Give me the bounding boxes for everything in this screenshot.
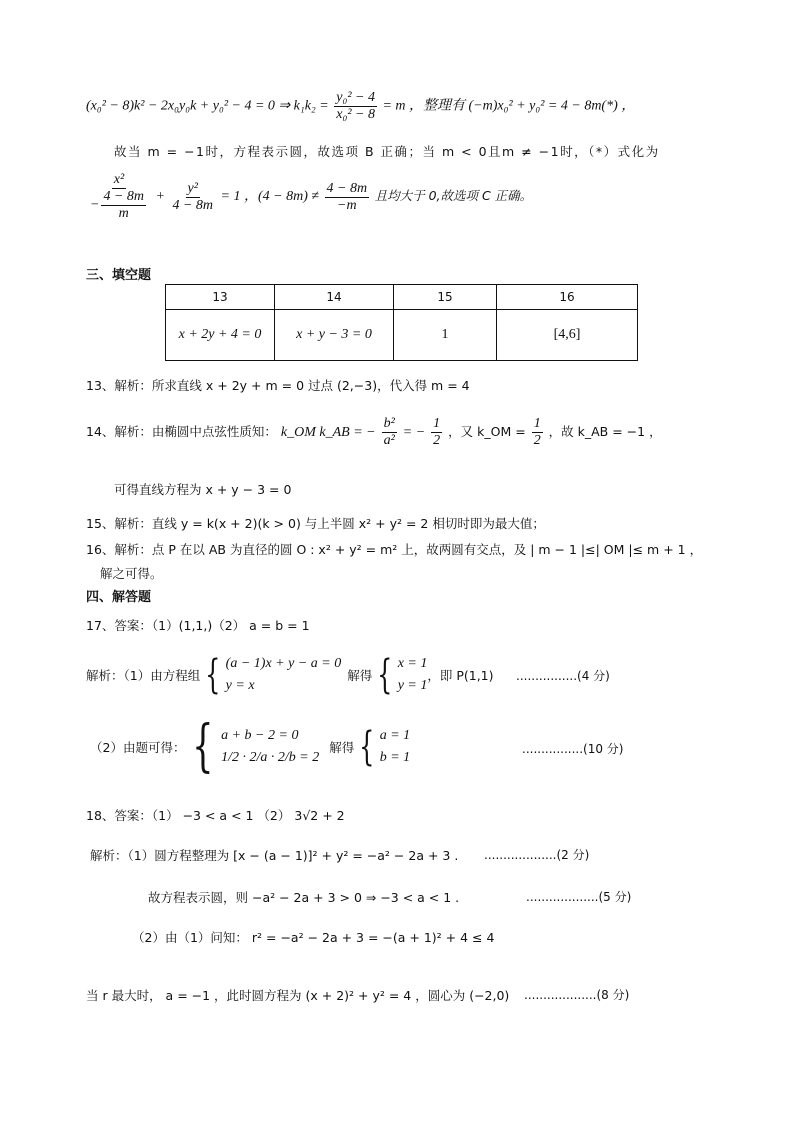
- frac-den: m: [118, 206, 129, 221]
- table-header-cell: 15: [394, 285, 497, 310]
- q18-answer: 18、答案：（1） −3 < a < 1 （2） 3√2 + 2: [86, 808, 345, 823]
- q17-p1-score: ................(4 分): [516, 669, 610, 683]
- top-fraction-1: [334, 90, 377, 123]
- q14-mid: ，又 k_OM =: [448, 424, 526, 439]
- q14-analysis: [86, 416, 662, 449]
- q16-line-2: 解之可得。: [100, 566, 163, 581]
- q14-eq: = −: [402, 425, 426, 440]
- left-brace-icon: {: [192, 714, 214, 779]
- q14-fraction-3: [532, 416, 543, 449]
- solution-system: [398, 653, 428, 697]
- section-3-heading: 三、填空题: [86, 268, 152, 283]
- q14-lead: 14、解析：由椭圆中点弦性质知：: [86, 424, 277, 439]
- q13-analysis: 13、解析：所求直线 x + 2y + m = 0 过点 (2,−3)，代入得 m = 4: [86, 378, 470, 393]
- inner-fraction: [101, 189, 146, 222]
- frac-den: a²: [383, 433, 395, 448]
- equation-system: [226, 653, 342, 697]
- q17-p1-mid: 解得: [347, 668, 373, 683]
- table-cell: x + y − 3 = 0: [275, 310, 394, 361]
- top-line-2: 故当 m = −1时，方程表示圆，故选项 B 正确；当 m < 0且m ≠ −1时，（*）式化为: [114, 144, 660, 159]
- table-row: [166, 310, 638, 361]
- frac-num: 1: [433, 416, 441, 431]
- left-brace-icon: {: [205, 652, 221, 698]
- frac-num: x²: [113, 172, 125, 187]
- top-line1-right: = m ，整理有 (−m)x₀² + y₀² = 4 − 8m(*) ，: [382, 98, 636, 114]
- q16-analysis: 16、解析：点 P 在以 AB 为直径的圆 O : x² + y² = m² 上，故两圆有交点，及 | m − 1 |≤| OM |≤ m + 1 ，: [86, 542, 703, 557]
- top-line1-left: (x₀² − 8)k² − 2x₀y₀k + y₀² − 4 = 0 ⇒ k₁k₂ =: [86, 98, 329, 114]
- q14-k: k_OM k_AB = −: [280, 425, 376, 440]
- table-header-row: [166, 285, 638, 310]
- q18-line-1: 解析：（1）圆方程整理为 [x − (a − 1)]² + y² = −a² − 2a + 3 .: [90, 848, 459, 863]
- frac-den: −m: [337, 197, 357, 213]
- equation: x = 1: [397, 656, 428, 671]
- q18-l1-score: ...................(2 分): [484, 848, 590, 862]
- q14-fraction-2: [431, 416, 442, 449]
- equation: a = 1: [379, 728, 411, 743]
- frac-den: x₀² − 8: [336, 107, 375, 122]
- top-fraction-x2: [88, 172, 150, 222]
- equation: b = 1: [379, 750, 411, 765]
- q17-part1: [86, 652, 494, 698]
- frac-num: y²: [187, 180, 198, 196]
- equation-system: [221, 725, 319, 769]
- frac-num: b²: [383, 416, 395, 431]
- frac-num: 4 − 8m: [103, 189, 145, 204]
- q14-fraction-1: [382, 416, 397, 449]
- section-4-heading: 四、解答题: [86, 590, 152, 605]
- equation: 1/2 · 2/a · 2/b = 2: [221, 750, 320, 765]
- answer-table: [165, 284, 638, 361]
- equation: (a − 1)x + y − a = 0: [225, 656, 342, 671]
- q17-p2-mid: 解得: [329, 740, 355, 755]
- frac-den: 2: [433, 433, 441, 448]
- q18-l4-score: ...................(8 分): [524, 988, 630, 1002]
- equation: a + b − 2 = 0: [221, 728, 299, 743]
- frac-den: 4 − 8m: [172, 197, 214, 213]
- frac-den: − $\frac{4 - 8m}{m}$: [90, 189, 145, 221]
- equation: y = 1: [397, 678, 428, 693]
- equation: y = x: [225, 678, 255, 693]
- table-cell: x + 2y + 4 = 0: [166, 310, 275, 361]
- table-cell: 1: [394, 310, 497, 361]
- table-header-cell: 13: [166, 285, 275, 310]
- table-header-cell: 14: [275, 285, 394, 310]
- top-fraction-3: [325, 181, 370, 214]
- left-brace-icon: {: [377, 652, 393, 698]
- q14-line-2: 可得直线方程为 x + y − 3 = 0: [114, 482, 292, 497]
- frac-num: 1: [533, 416, 541, 431]
- top-fraction-y2: [170, 181, 215, 214]
- solution-system: [380, 725, 410, 769]
- q17-answer: 17、答案：（1）(1,1,)（2） a = b = 1: [86, 618, 310, 633]
- q17-p2-score: ................(10 分): [522, 742, 624, 756]
- q17-p2-lead: （2）由题可得：: [90, 740, 186, 755]
- q17-part2: [90, 716, 410, 778]
- table-header-cell: 16: [497, 285, 638, 310]
- top-line-3: [86, 172, 532, 222]
- q17-p1-lead: 解析：（1）由方程组: [86, 668, 201, 683]
- frac-den: 2: [533, 433, 541, 448]
- q17-p1-tail: ，即 P(1,1): [427, 668, 494, 683]
- plus-sign: +: [155, 189, 165, 205]
- top-line3-tail: 且均大于 0,故选项 C 正确。: [374, 188, 533, 204]
- top-line3-mid: = 1 ，(4 − 8m) ≠: [220, 189, 320, 205]
- q18-line-2: 故方程表示圆，则 −a² − 2a + 3 > 0 ⇒ −3 < a < 1 .: [148, 890, 460, 905]
- q18-line-4: 当 r 最大时， a = −1 ，此时圆方程为 (x + 2)² + y² = 4 ，圆心为 (−2,0): [86, 988, 510, 1003]
- q18-l2-score: ...................(5 分): [526, 890, 632, 904]
- q14-tail: ，故 k_AB = −1 ，: [548, 424, 662, 439]
- table-cell: [4,6]: [497, 310, 638, 361]
- frac-num: y₀² − 4: [336, 90, 375, 105]
- top-line-1: [86, 90, 635, 123]
- left-brace-icon: {: [359, 724, 375, 770]
- q15-analysis: 15、解析：直线 y = k(x + 2)(k > 0) 与上半圆 x² + y² = 2 相切时即为最大值；: [86, 516, 545, 531]
- q18-line-3: （2）由（1）问知： r² = −a² − 2a + 3 = −(a + 1)² + 4 ≤ 4: [132, 930, 495, 945]
- frac-num: 4 − 8m: [326, 180, 368, 196]
